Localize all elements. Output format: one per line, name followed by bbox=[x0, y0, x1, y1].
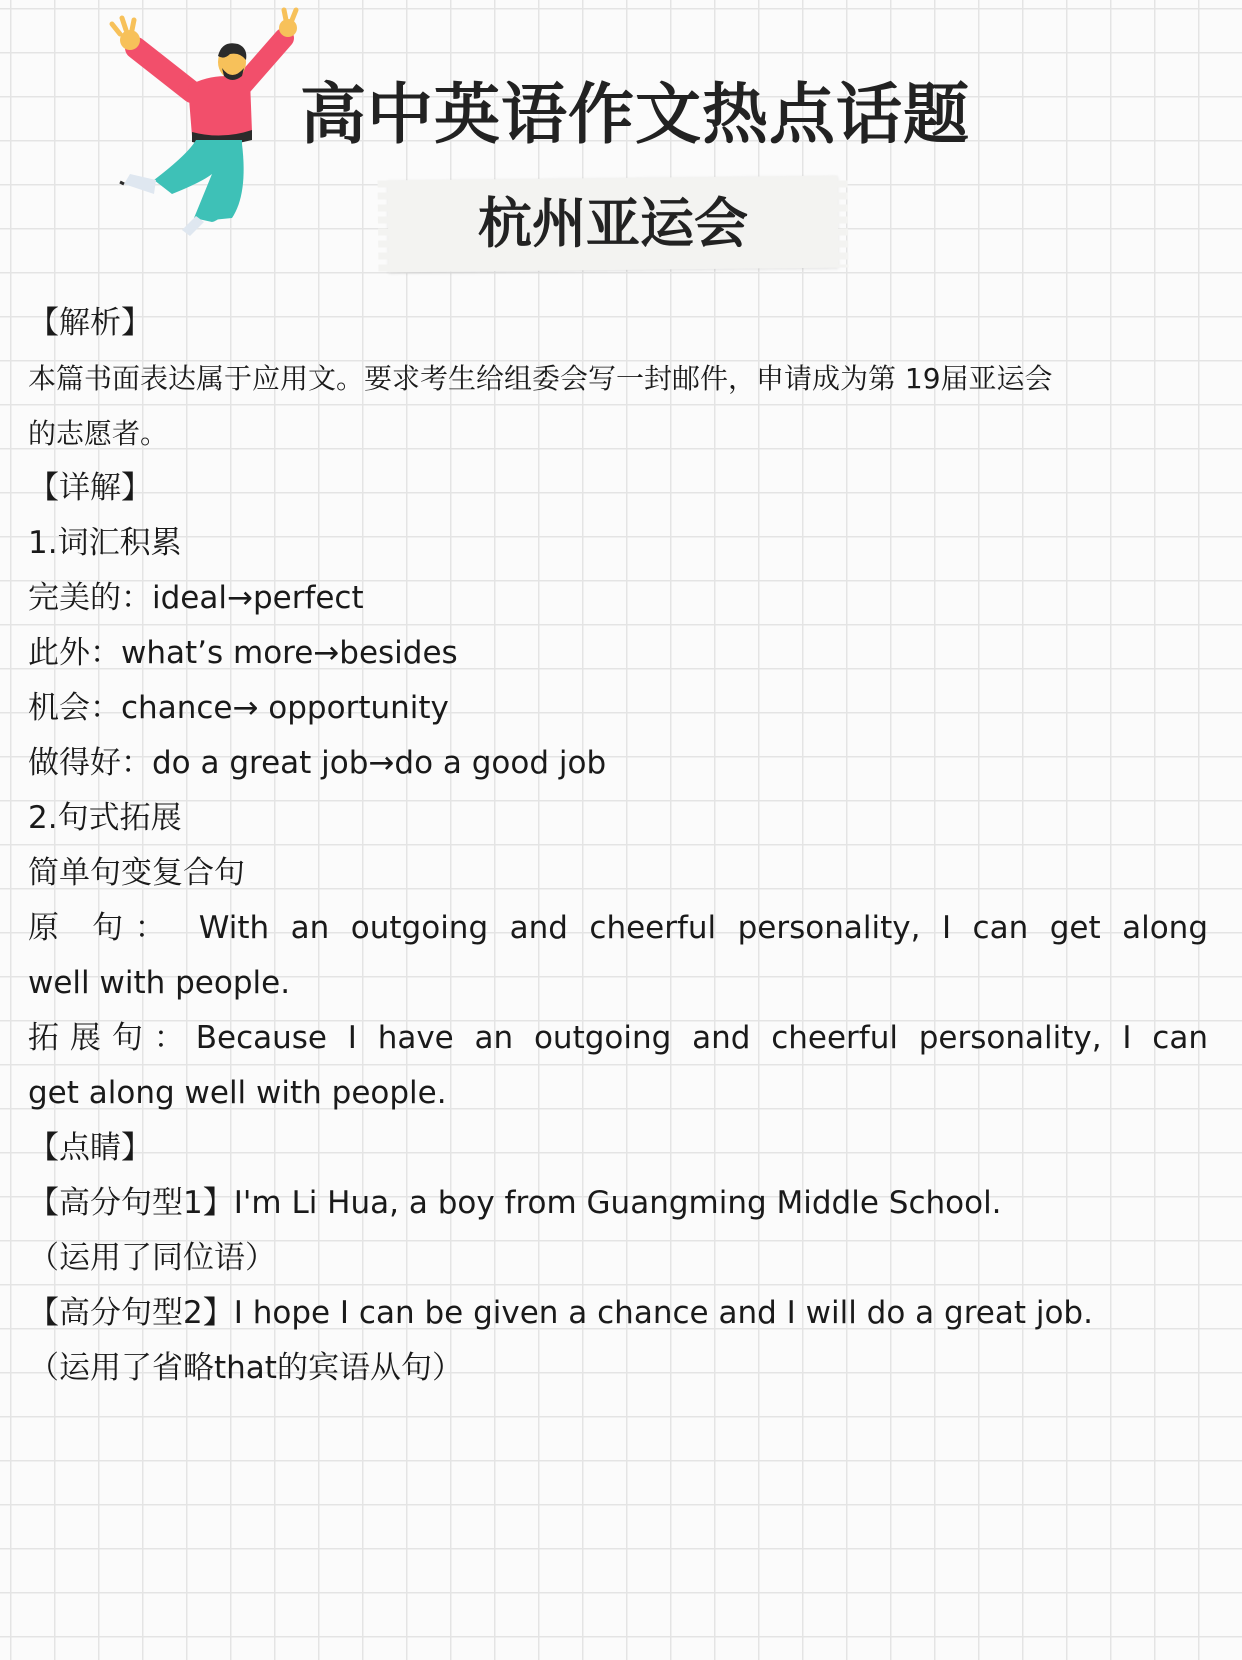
detail-heading: 【详解】 bbox=[28, 470, 152, 506]
expanded-sentence-line-2: get along well with people. bbox=[28, 1075, 447, 1111]
figure-left-arm bbox=[136, 48, 192, 92]
analysis-text-line-2: 的志愿者。 bbox=[28, 417, 169, 450]
expanded-sentence-line-1: 拓展句：Because I have an outgoing and cheerful personality, I can bbox=[28, 1020, 1208, 1056]
figure-left-shoe bbox=[124, 174, 156, 194]
high-score-note-1: （运用了同位语） bbox=[28, 1240, 276, 1276]
analysis-heading: 【解析】 bbox=[28, 305, 152, 341]
vocab-item: 机会：chance→ opportunity bbox=[28, 690, 449, 726]
high-score-note-2: （运用了省略that的宾语从句） bbox=[28, 1350, 463, 1386]
highlight-heading: 【点睛】 bbox=[28, 1130, 152, 1166]
page-title: 高中英语作文热点话题 bbox=[300, 76, 970, 153]
vocab-heading: 1.词汇积累 bbox=[28, 525, 182, 561]
original-sentence-line-2: well with people. bbox=[28, 965, 291, 1001]
high-score-sentence-1: 【高分句型1】I'm Li Hua, a boy from Guangming Middle School. bbox=[28, 1185, 1002, 1221]
original-sentence-line-1: 原 句： With an outgoing and cheerful personality, I can get along bbox=[28, 910, 1208, 946]
sentence-subheading: 简单句变复合句 bbox=[28, 855, 245, 891]
page-subtitle: 杭州亚运会 bbox=[478, 192, 748, 255]
sentence-heading: 2.句式拓展 bbox=[28, 800, 182, 836]
figure-right-hand bbox=[279, 19, 297, 37]
figure-torso bbox=[188, 76, 252, 138]
vocab-item: 完美的：ideal→perfect bbox=[28, 580, 364, 616]
vocab-item: 做得好：do a great job→do a good job bbox=[28, 745, 607, 781]
analysis-text-line-1: 本篇书面表达属于应用文。要求考生给组委会写一封邮件，申请成为第 19届亚运会 bbox=[28, 362, 1053, 395]
figure-left-hand bbox=[120, 30, 140, 50]
article-body bbox=[28, 296, 1218, 1396]
figure-right-arm bbox=[242, 38, 284, 86]
jumping-person-illustration bbox=[92, 4, 322, 240]
high-score-sentence-2: 【高分句型2】I hope I can be given a chance and I will do a great job. bbox=[28, 1295, 1093, 1331]
vocab-item: 此外：what’s more→besides bbox=[28, 635, 458, 671]
